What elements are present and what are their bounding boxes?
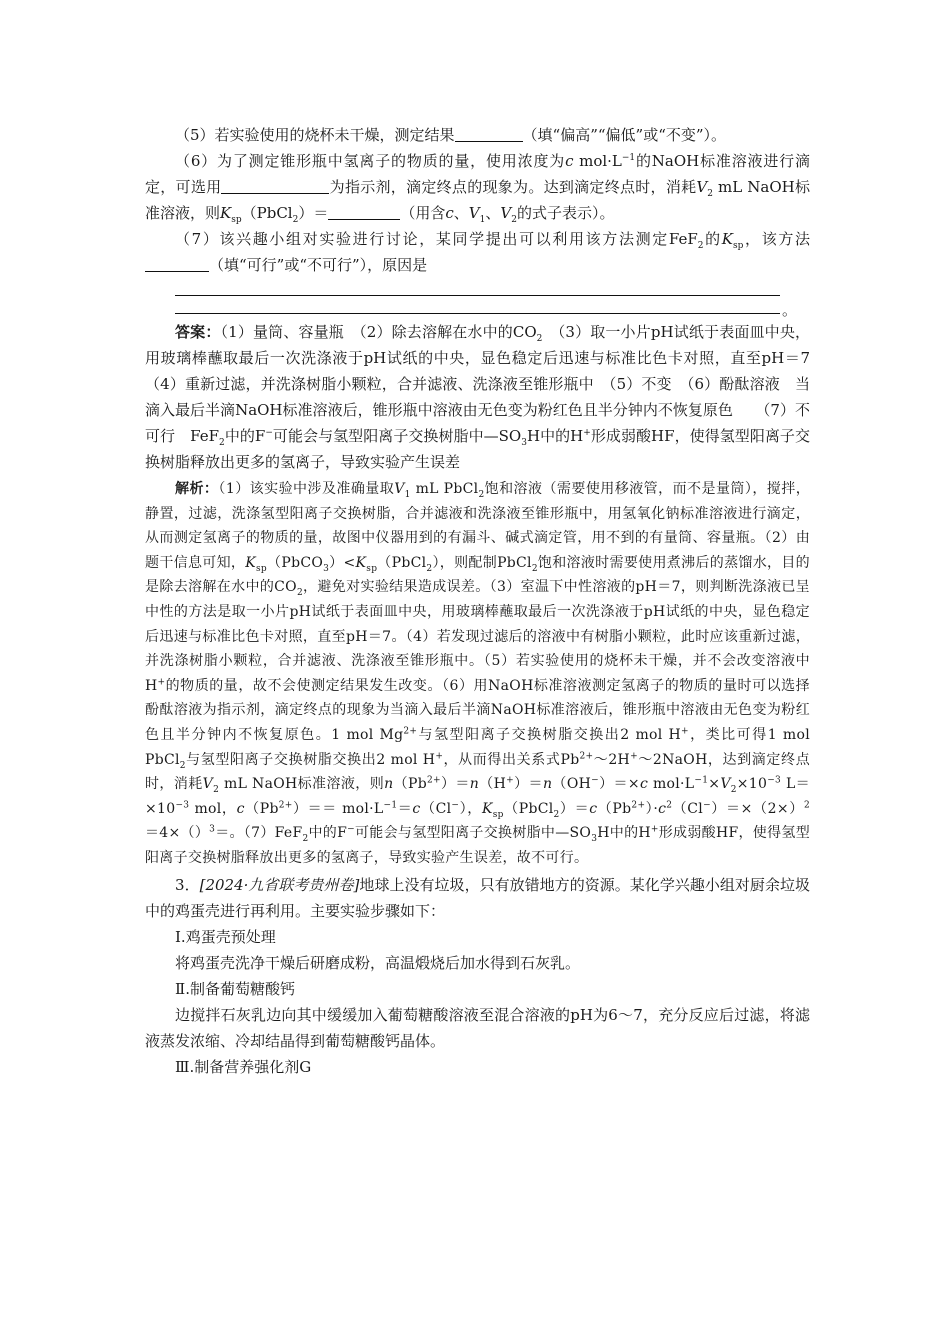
- question-6: （6）为了测定锥形瓶中氢离子的物质的量，使用浓度为c $mol\cdot L^{-1}$的NaOH标准溶液进行滴定，可选用 为指示剂，滴定终点的现象为。达到滴定终点时，消耗$V_2$ mL NaOH标准溶液，则$K_{sp}(PbCl_2)=$ （用含c、$V_1$、$V_2$的式子表示）。: [145, 152, 810, 225]
- answer-line: [175, 278, 780, 296]
- question-7: （7）该兴趣小组对实验进行讨论，某同学提出可以利用该方法测定FeF$_2$的$K_{sp}$，该方法（填“可行”或“不可行”），原因是: [145, 226, 810, 278]
- answer-line: [175, 296, 780, 314]
- question-5: [145, 122, 810, 148]
- question-3: [145, 872, 810, 924]
- analysis-block: 解析：（1）该实验中涉及准确量取$V_1$ mL PbCl$_2$饱和溶液（需要使用移液管，而不是量筒），搅拌，静置，过滤，洗涤氢型阳离子交换树脂，合并滤液和洗涤液至锥形瓶中，用氢氧化钠标准溶液进行滴定，从而测定氢离子的物质的量，故图中仪器用到的有漏斗、碱式滴定管，用不到的有量筒、容量瓶。（2）由题干信息可知，$K_{sp}(PbCO_3)<K_{sp}(PbCl_2)$，则配制PbCl$_2$饱和溶液时需要使用煮沸后的蒸馏水，目的是除去溶解在水中的$CO_2$，避免对实验结果造成误差。（3）室温下中性溶液的pH＝7，则判断洗涤液已呈中性的方法是取一小片pH试纸于表面皿中央，用玻璃棒蘸取最后一次洗涤液于pH试纸的中央，显色稳定后迅速与标准比色卡对照，直至pH＝7。（4）若发现过滤后的溶液中有树脂小颗粒，此时应该重新过滤，并洗涤树脂小颗粒，合并滤液、洗涤液至锥形瓶中。（5）若实验使用的烧杯未干燥，并不会改变溶液中H+的物质的量，故不会使测定结果发生改变。（6）用NaOH标准溶液测定氢离子的物质的量时可以选择酚酞溶液为指示剂，滴定终点的现象为当滴入最后半滴NaOH标准溶液后，锥形瓶中溶液由无色变为粉红色且半分钟内不恢复原色。1 mol $Mg^{2+}$与氢型阳离子交换树脂交换出2 mol H+，类比可得1 mol PbCl$_2$与氢型阳离子交换树脂交换出2 mol H+，从而得出关系式$Pb^{2+}\sim 2H^+\sim 2NaOH$，达到滴定终点时，消耗$V_2$ mL NaOH标准溶液，则$n(Pb^{2+})=n(H^+)=n(OH^-)=\times c$ $mol\cdot L^{-1}\times V_2\times 10^{-3}$ $L=\times 10^{-3}$ mol，$c(Pb^{2+})== mol\cdot L^{-1}=c(Cl^-)$，$K_{sp}(PbCl_2)=c(Pb^{2+})\cdot c^2(Cl^-)=\times(2\times)^2=4\times()^3=$。（7）FeF$_2$中的F−可能会与氢型阳离子交换树脂中$—SO_3H$中的H+形成弱酸HF，使得氢型阳离子交换树脂释放出更多的氢离子，导致实验产生误差，故不可行。: [145, 481, 810, 866]
- question-5-text: （5）若实验使用的烧杯未干燥，测定结果: [175, 126, 455, 144]
- answer-blank: [221, 177, 329, 194]
- step-title: Ⅱ.制备葡萄糖酸钙: [175, 979, 295, 998]
- step-title: Ⅰ.鸡蛋壳预处理: [175, 927, 276, 946]
- answer-line-row: [145, 296, 810, 319]
- answer-label: 答案：: [175, 323, 221, 341]
- answer-blank: [145, 255, 209, 272]
- step-title: Ⅲ.制备营养强化剂G: [175, 1057, 312, 1076]
- answer-blank: [328, 203, 400, 220]
- answer-block: 答案：（1）量筒、容量瓶 （2）除去溶解在水中的$CO_2$ （3）取一小片pH试纸于表面皿中央，用玻璃棒蘸取最后一次洗涤液于pH试纸的中央，显色稳定后迅速与标准比色卡对照，直至pH＝7 （4）重新过滤，并洗涤树脂小颗粒，合并滤液、洗涤液至锥形瓶中 （5）不变 （6）酚酞溶液 当滴入最后半滴NaOH标准溶液后，锥形瓶中溶液由无色变为粉红色且半分钟内不恢复原色 （7）不可行 FeF$_2$中的F−可能会与氢型阳离子交换树脂中$—SO_3H$中的H+形成弱酸HF，使得氢型阳离子交换树脂释放出更多的氢离子，导致实验产生误差: [145, 323, 826, 471]
- line-end-period: 。: [782, 301, 798, 319]
- document-page: [145, 122, 826, 1080]
- question-5-hint: （填“偏高”“偏低”或“不变”）。: [522, 126, 727, 144]
- answer-blank: [455, 125, 523, 142]
- question-source: [2024·九省联考贵州卷]: [199, 875, 360, 894]
- step-body: 边搅拌石灰乳边向其中缓缓加入葡萄糖酸溶液至混合溶液的pH为6～7，充分反应后过滤，将滤液蒸发浓缩、冷却结晶得到葡萄糖酸钙晶体。: [145, 1005, 810, 1050]
- analysis-label: 解析：: [175, 481, 219, 497]
- question-stem: 地球上没有垃圾，只有放错地方的资源。某化学兴趣小组对厨余垃圾中的鸡蛋壳进行再利用。主要实验步骤如下：: [145, 875, 810, 920]
- step-body: 将鸡蛋壳洗净干燥后研磨成粉，高温煅烧后加水得到石灰乳。: [175, 953, 581, 972]
- question-number: 3．: [175, 875, 200, 894]
